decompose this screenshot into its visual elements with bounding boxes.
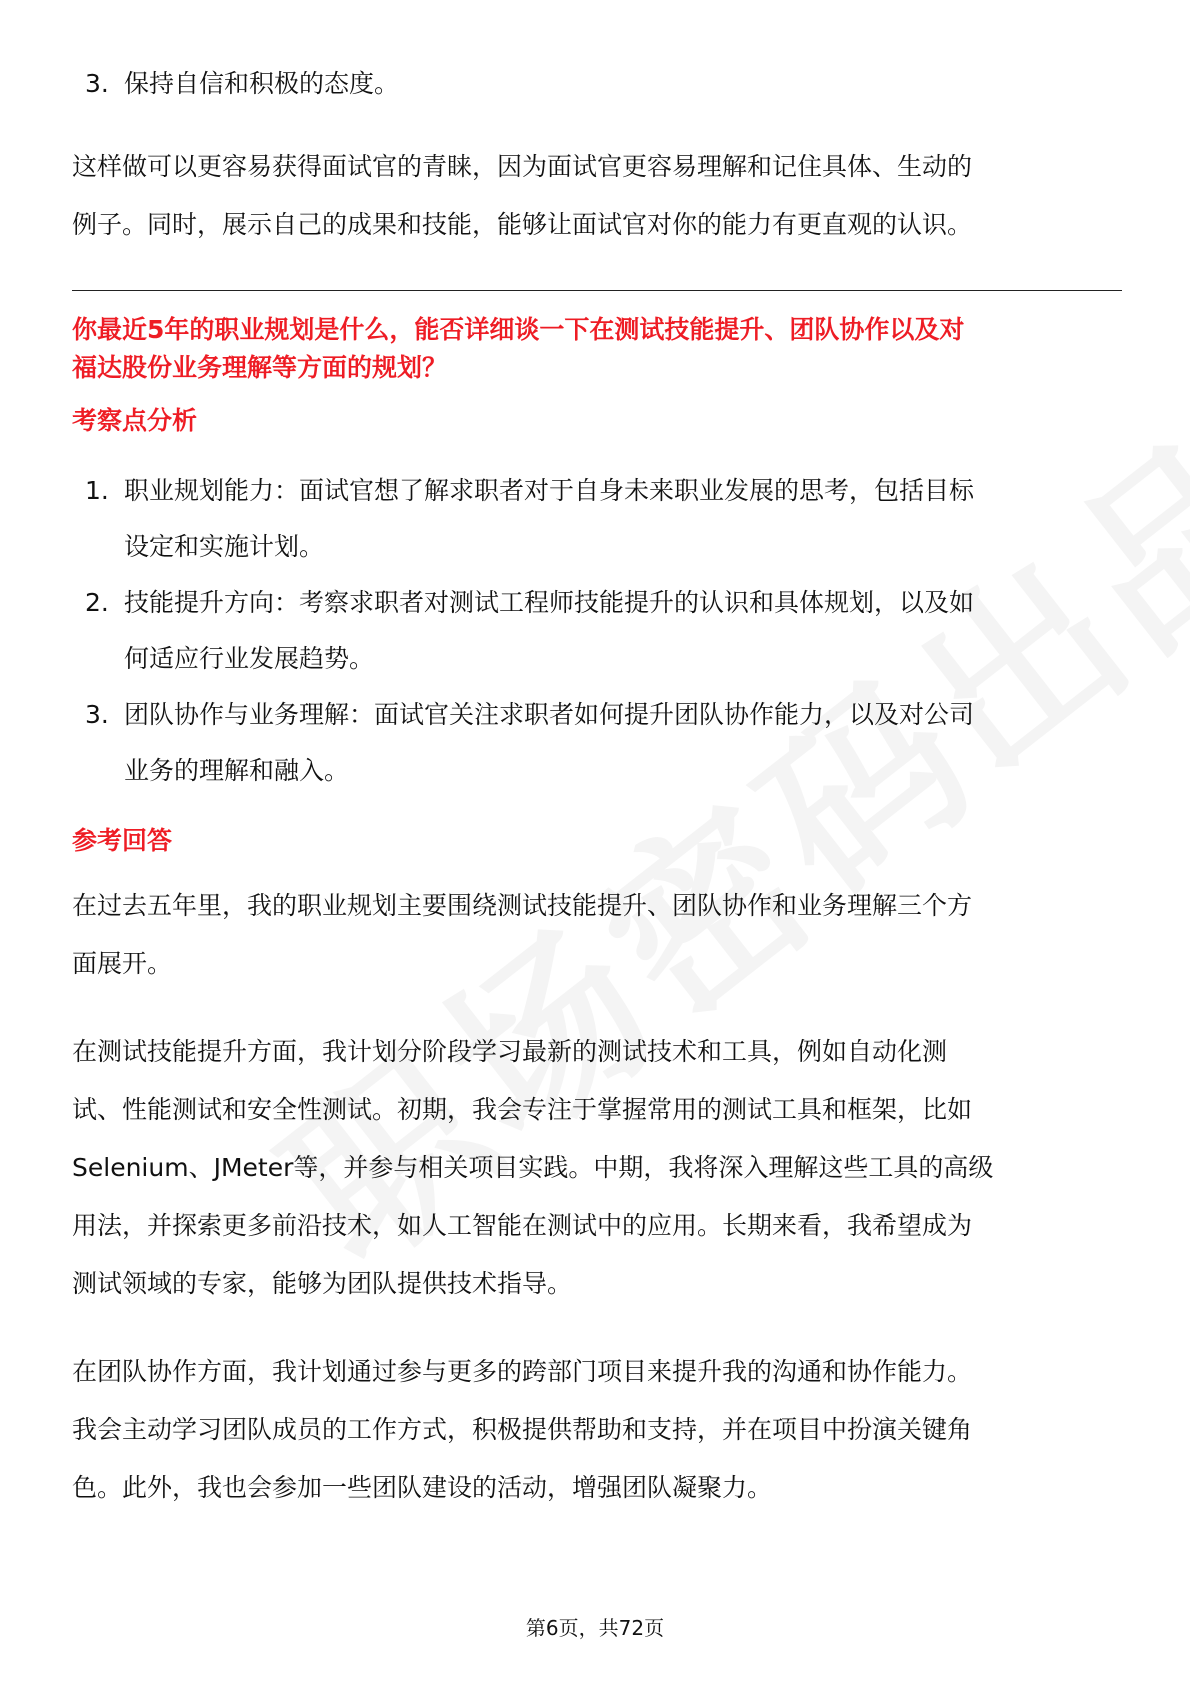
answer-paragraph [72, 1343, 1122, 1517]
answer-heading: 参考回答 [72, 826, 173, 855]
list-item-line: 职业规划能力：面试官想了解求职者对于自身未来职业发展的思考，包括目标 [124, 476, 975, 505]
list-number: 3. [85, 700, 109, 729]
list-number: 2. [85, 588, 109, 617]
paragraph-line: 我会主动学习团队成员的工作方式，积极提供帮助和支持，并在项目中扮演关键角 [72, 1415, 973, 1444]
answer-paragraph [72, 1023, 1122, 1313]
question-line: 福达股份业务理解等方面的规划？ [72, 353, 448, 382]
list-item [72, 56, 1122, 112]
paragraph-line: 面展开。 [72, 949, 173, 978]
paragraph-line: 测试领域的专家，能够为团队提供技术指导。 [72, 1269, 573, 1298]
paragraph-line: 在测试技能提升方面，我计划分阶段学习最新的测试技术和工具，例如自动化测 [72, 1037, 948, 1066]
list-item-line: 技能提升方向：考察求职者对测试工程师技能提升的认识和具体规划，以及如 [124, 588, 975, 617]
paragraph-line: 试、性能测试和安全性测试。初期，我会专注于掌握常用的测试工具和框架，比如 [72, 1095, 973, 1124]
page-number: 第6页，共72页 [525, 1616, 665, 1640]
list-item-line: 设定和实施计划。 [124, 532, 325, 561]
list-item [72, 575, 1122, 687]
page-content [72, 56, 1122, 1517]
paragraph-line: Selenium、JMeter等，并参与相关项目实践。中期，我将深入理解这些工具的高级 [72, 1153, 994, 1182]
list-item [72, 687, 1122, 799]
paragraph-line: 在团队协作方面，我计划通过参与更多的跨部门项目来提升我的沟通和协作能力。 [72, 1357, 973, 1386]
list-item-text: 保持自信和积极的态度。 [124, 69, 400, 98]
list-number: 3. [85, 69, 109, 98]
intro-paragraph [72, 138, 1122, 254]
answer-paragraph [72, 877, 1122, 993]
interview-question [72, 311, 1122, 387]
paragraph-line: 色。此外，我也会参加一些团队建设的活动，增强团队凝聚力。 [72, 1473, 773, 1502]
list-item-line: 团队协作与业务理解：面试官关注求职者如何提升团队协作能力，以及对公司 [124, 700, 975, 729]
paragraph-line: 用法，并探索更多前沿技术，如人工智能在测试中的应用。长期来看，我希望成为 [72, 1211, 973, 1240]
analysis-heading: 考察点分析 [72, 406, 198, 435]
paragraph-line: 例子。同时，展示自己的成果和技能，能够让面试官对你的能力有更直观的认识。 [72, 210, 973, 239]
list-item [72, 463, 1122, 575]
list-item-line: 何适应行业发展趋势。 [124, 644, 375, 673]
list-number: 1. [85, 476, 109, 505]
paragraph-line: 这样做可以更容易获得面试官的青睐，因为面试官更容易理解和记住具体、生动的 [72, 152, 973, 181]
question-line: 你最近5年的职业规划是什么，能否详细谈一下在测试技能提升、团队协作以及对 [72, 315, 965, 344]
paragraph-line: 在过去五年里，我的职业规划主要围绕测试技能提升、团队协作和业务理解三个方 [72, 891, 973, 920]
list-item-line: 业务的理解和融入。 [124, 756, 350, 785]
